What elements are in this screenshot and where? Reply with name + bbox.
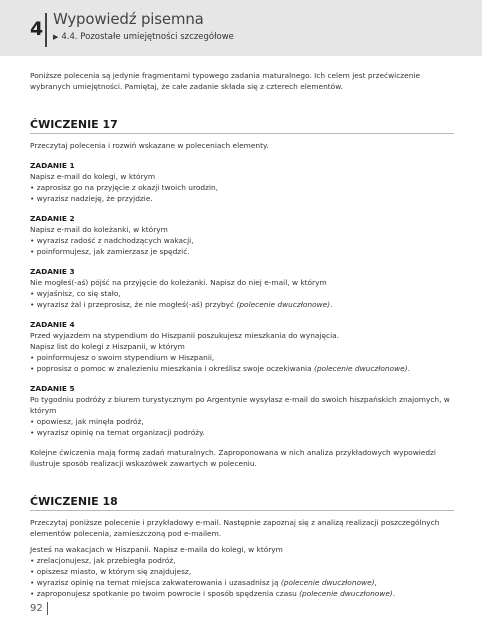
- task-bullet: • opowiesz, jak minęła podróż,: [30, 416, 454, 427]
- bullet-text: wyrazisz opinię na temat miejsca zakwaterowania i uzasadnisz ją: [36, 578, 279, 587]
- task-bullet: • zrelacjonujesz, jak przebiegła podróż,: [30, 555, 454, 566]
- page-content: [30, 70, 454, 599]
- exercise-18: [30, 496, 454, 599]
- task-bullet: [30, 363, 454, 374]
- task-2: [30, 213, 454, 257]
- task-lead: Napisz e-mail do koleżanki, w którym: [30, 225, 168, 234]
- task-bullet: [30, 577, 454, 588]
- chapter-title: Wypowiedź pisemna: [53, 10, 204, 28]
- task-bullet: • zaprosisz go na przyjęcie z okazji twoich urodzin,: [30, 182, 454, 193]
- bullet-note: (polecenie dwuczłonowe): [236, 300, 331, 309]
- page-number: 92: [30, 603, 43, 614]
- header-divider: [45, 13, 47, 47]
- task-lead: Jesteś na wakacjach w Hiszpanii. Napisz e-maila do kolegi, w którym: [30, 545, 283, 554]
- task-lead-2: Napisz list do kolegi z Hiszpanii, w którym: [30, 342, 185, 351]
- bullet-note: (polecenie dwuczłonowe): [299, 589, 393, 598]
- exercise-title: ĆWICZENIE 18: [30, 496, 454, 511]
- bullet-end: .: [330, 300, 333, 309]
- task-5: [30, 383, 454, 438]
- bullet-note: (polecenie dwuczłonowe): [280, 578, 375, 587]
- task-label: ZADANIE 4: [30, 320, 75, 329]
- task-lead: Nie mogłeś(-aś) pójść na przyjęcie do koleżanki. Napisz do niej e-mail, w którym: [30, 278, 327, 287]
- section-label: 4.4. Pozostałe umiejętności szczegółowe: [61, 32, 234, 42]
- chapter-number: 4: [30, 18, 44, 40]
- bullet-text: wyrazisz żal i przeprosisz, że nie mogłeś(-aś) przybyć: [36, 300, 235, 309]
- task-bullet: • wyrazisz radość z nadchodzących wakacji,: [30, 235, 454, 246]
- bullet-end: ,: [374, 578, 377, 587]
- section-subtitle: [53, 32, 234, 42]
- closing-paragraph: Kolejne ćwiczenia mają formę zadań maturalnych. Zaproponowana w nich analiza przykładowych wypowiedzi ilustruje sposób realizacji wskazówek zawartych w poleceniu.: [30, 448, 436, 468]
- task-bullet: • wyjaśnisz, co się stało,: [30, 288, 454, 299]
- exercise-instruction: Przeczytaj polecenia i rozwiń wskazane w poleceniach elementy.: [30, 141, 269, 150]
- task-lead: Po tygodniu podróży z biurem turystycznym po Argentynie wysyłasz e-mail do swoich hiszpańskich znajomych, w którym: [30, 395, 450, 415]
- exercise-title: ĆWICZENIE 17: [30, 119, 454, 134]
- bullet-note: (polecenie dwuczłonowe): [313, 364, 408, 373]
- task-label: ZADANIE 3: [30, 267, 75, 276]
- task-bullet: • poinformujesz o swoim stypendium w Hiszpanii,: [30, 352, 454, 363]
- chapter-header: [0, 0, 482, 56]
- bullet-text: zaproponujesz spotkanie po twoim powrocie i sposób spędzenia czasu: [36, 589, 297, 598]
- task-4: [30, 319, 454, 374]
- task-bullet: • poinformujesz, jak zamierzasz je spędzić.: [30, 246, 454, 257]
- bullet-end: .: [392, 589, 396, 598]
- footer-divider: [47, 602, 48, 615]
- task-3: [30, 266, 454, 310]
- task-lead: Napisz e-mail do kolegi, w którym: [30, 172, 156, 181]
- bullet-text: poprosisz o pomoc w znalezieniu mieszkania i określisz swoje oczekiwania: [36, 364, 312, 373]
- exercise-instruction: Przeczytaj poniższe polecenie i przykładowy e-mail. Następnie zapoznaj się z analizą realizacji poszczególnych elementów polecenia, zamieszczoną pod e-mailem.: [30, 518, 440, 538]
- task-label: ZADANIE 2: [30, 214, 75, 223]
- task-1: [30, 160, 454, 204]
- task-label: ZADANIE 5: [30, 384, 75, 393]
- triangle-right-icon: ▶: [53, 33, 59, 41]
- page-footer: [30, 602, 48, 615]
- task-bullet: • opiszesz miasto, w którym się znajdujesz,: [30, 566, 454, 577]
- task-label: ZADANIE 1: [30, 161, 75, 170]
- task-bullet: • wyrazisz nadzieję, że przyjdzie.: [30, 193, 454, 204]
- task-lead: Przed wyjazdem na stypendium do Hiszpanii poszukujesz mieszkania do wynajęcia.: [30, 331, 340, 340]
- task-bullet: [30, 588, 454, 599]
- task-bullet: • wyrazisz opinię na temat organizacji podróży.: [30, 427, 454, 438]
- intro-paragraph: Poniższe polecenia są jedynie fragmentami typowego zadania maturalnego. Ich celem jest przećwiczenie wybranych umiejętności. Pamiętaj, że całe zadanie składa się z czterech elementów.: [30, 71, 420, 91]
- bullet-end: .: [407, 364, 410, 373]
- task-bullet: [30, 299, 454, 310]
- exercise-17: [30, 119, 454, 469]
